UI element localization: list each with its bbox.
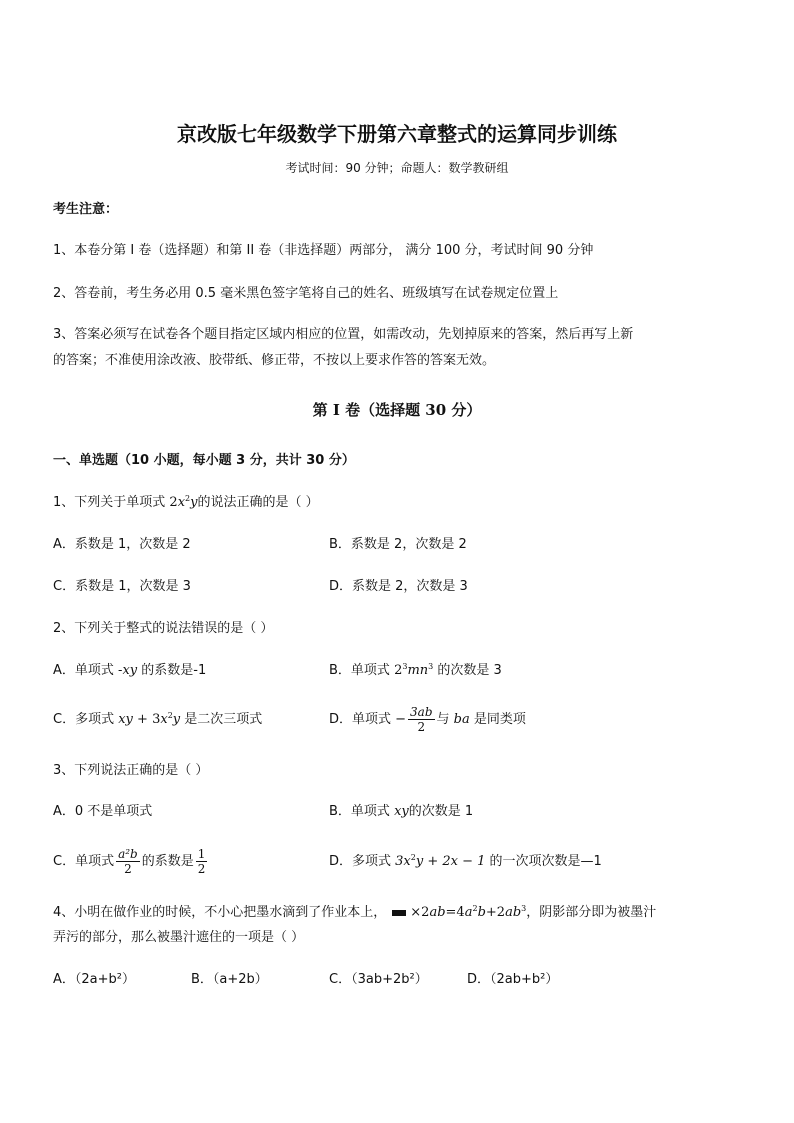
option-suffix: 是同类项 — [469, 712, 526, 727]
fraction-denominator: 2 — [197, 862, 206, 876]
ink-blot-shape — [392, 910, 406, 916]
question-1-pre: 1、下列关于单项式 — [53, 495, 170, 510]
math-var: ba — [453, 712, 470, 727]
math-coef: 2 — [169, 495, 178, 510]
option-prefix: D．多项式 — [329, 854, 396, 869]
section-title: 第 I 卷（选择题 30 分） — [312, 401, 482, 419]
question-1-post: 的说法正确的是（ ） — [197, 495, 319, 510]
q3-option-b — [329, 803, 473, 821]
q1-option-d: D．系数是 2，次数是 3 — [329, 579, 468, 594]
part-heading: 一、单选题（10 小题，每小题 3 分，共计 30 分） — [53, 453, 355, 468]
math-exp: 3 — [521, 904, 527, 913]
question-4-line-2: 弄污的部分，那么被墨汁遮住的一项是（ ） — [53, 930, 305, 945]
math-term: 3x — [395, 854, 411, 869]
fraction — [408, 705, 434, 734]
page-title: 京改版七年级数学下册第六章整式的运算同步训练 — [177, 122, 617, 146]
math-var: y — [190, 495, 198, 510]
fraction-numerator: a²b — [118, 847, 138, 861]
q4-option-a: A．（2a+b²） — [53, 972, 135, 987]
option-prefix: D．单项式 − — [329, 712, 407, 727]
fraction-denominator: 2 — [417, 720, 426, 734]
option-prefix: B．单项式 — [329, 804, 395, 819]
option-mid: 的系数是 — [141, 854, 194, 869]
q2-option-c — [53, 711, 262, 729]
question-4-pre: 4、小明在做作业的时候，不小心把墨水滴到了作业本上， — [53, 905, 387, 920]
q3-option-d — [329, 853, 602, 871]
option-prefix: B．单项式 — [329, 663, 395, 678]
q4-option-d: D．（2ab+b²） — [467, 972, 559, 987]
notice-item-3-cont: 的答案；不准使用涂改液、胶带纸、修正带，不按以上要求作答的答案无效。 — [53, 353, 496, 368]
math-var: ab — [429, 905, 446, 920]
option-prefix: C．单项式 — [53, 854, 115, 869]
math-coef: 2 — [394, 663, 403, 678]
q2-option-d — [329, 702, 526, 738]
math-exp: 3 — [402, 662, 408, 671]
math-var: a — [464, 905, 473, 920]
fraction — [116, 847, 140, 876]
option-suffix: 的一次项次数是—1 — [485, 854, 602, 869]
q4-option-b: B．（a+2b） — [191, 972, 268, 987]
q3-option-a: A．0 不是单项式 — [53, 804, 153, 819]
option-prefix: A．单项式 — [53, 663, 119, 678]
q4-option-c: C．（3ab+2b²） — [329, 972, 428, 987]
math-exp: 2 — [167, 711, 173, 720]
option-mid: 与 — [436, 712, 454, 727]
option-suffix: 的次数是 1 — [408, 804, 474, 819]
q3-option-c — [53, 844, 209, 880]
notice-item-1: 1、本卷分第 I 卷（选择题）和第 II 卷（非选择题）两部分， 满分 100 分，考试时间 90 分钟 — [53, 243, 594, 258]
math-var: xy — [118, 712, 133, 727]
question-4 — [53, 904, 656, 922]
math-var: b — [477, 905, 486, 920]
question-3: 3、下列说法正确的是（ ） — [53, 763, 209, 778]
fraction — [196, 847, 208, 876]
q2-option-a — [53, 662, 206, 680]
math-coef: +2 — [485, 905, 506, 920]
math-coef: ×2 — [410, 905, 430, 920]
math-sign: - — [118, 663, 123, 678]
q2-option-b — [329, 662, 502, 680]
q1-option-b: B．系数是 2，次数是 2 — [329, 537, 467, 552]
math-var: mn — [407, 663, 429, 678]
question-1 — [53, 494, 319, 512]
notice-item-2: 2、答卷前，考生务必用 0.5 毫米黑色签字笔将自己的姓名、班级填写在试卷规定位置上 — [53, 286, 559, 301]
option-suffix: 的系数是-1 — [137, 663, 207, 678]
math-var: ab — [505, 905, 522, 920]
math-var: x — [160, 712, 168, 727]
math-var: xy — [394, 804, 409, 819]
fraction-numerator: 3ab — [410, 705, 433, 719]
math-exp: 2 — [185, 494, 191, 503]
question-2: 2、下列关于整式的说法错误的是（ ） — [53, 621, 274, 636]
option-prefix: C．多项式 — [53, 712, 119, 727]
notice-item-3: 3、答案必须写在试卷各个题目指定区域内相应的位置，如需改动，先划掉原来的答案，然后再写上新 — [53, 327, 634, 342]
math-var: x — [177, 495, 186, 510]
option-suffix: 是二次三项式 — [180, 712, 263, 727]
q1-option-c: C．系数是 1，次数是 3 — [53, 579, 191, 594]
option-suffix: 的次数是 3 — [433, 663, 502, 678]
exam-subtitle: 考试时间：90 分钟；命题人：数学教研组 — [285, 161, 509, 175]
math-var: xy — [122, 663, 138, 678]
fraction-denominator: 2 — [124, 862, 132, 876]
q1-option-a: A．系数是 1，次数是 2 — [53, 537, 191, 552]
math-exp: 2 — [472, 904, 478, 913]
math-var: y — [172, 712, 181, 727]
math-exp: 3 — [428, 662, 434, 671]
math-coef: + 3 — [132, 712, 161, 727]
fraction-numerator: 1 — [197, 847, 206, 861]
notice-heading: 考生注意： — [53, 202, 119, 217]
math-coef: =4 — [445, 905, 465, 920]
math-exp: 2 — [410, 853, 416, 862]
question-4-post: ，阴影部分即为被墨汁 — [526, 905, 657, 920]
math-term: y + 2x − 1 — [415, 854, 486, 869]
